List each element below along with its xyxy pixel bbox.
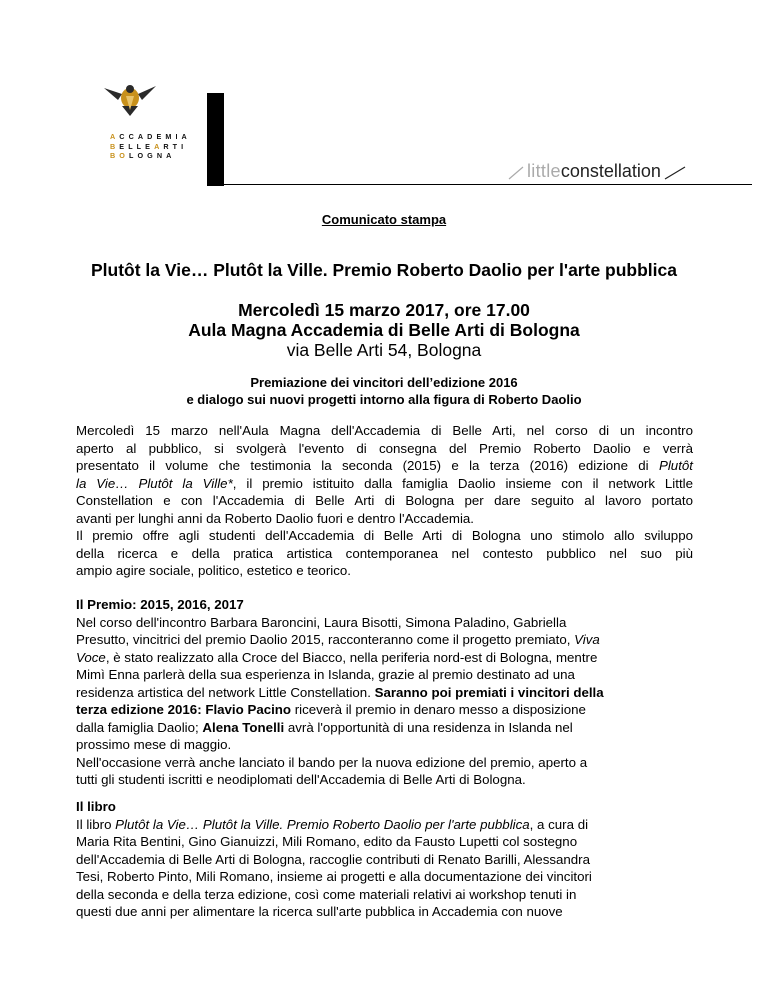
libro-line	[76, 816, 693, 834]
book-title-italic: Plutôt la Vie… Plutôt la Ville. Premio Roberto Daolio per l'arte pubblica	[115, 816, 530, 832]
premio-text: avrà l'opportunità di una residenza in Islanda nel	[284, 719, 573, 735]
premio-text: dalla famiglia Daolio;	[76, 719, 203, 735]
intro-text: , il premio istituito dalla famiglia Daolio insieme con il network Little	[232, 475, 693, 491]
project-title-italic: Voce	[76, 649, 106, 665]
intro-text: presentato il volume che testimonia la seconda (2015) e la terza (2016) edizione di	[76, 458, 659, 473]
premio-line	[76, 649, 693, 667]
intro-line: della ricerca e della pratica artistica contemporanea nel contesto pubblico nel suo più	[76, 545, 693, 561]
premio-line	[76, 631, 693, 649]
premio-text: residenza artistica del network Little Constellation.	[76, 684, 375, 700]
project-title-italic: Viva	[574, 632, 600, 647]
academy-logo-initial-a: A	[110, 132, 120, 141]
premio-line	[76, 719, 693, 737]
event-date: Mercoledì 15 marzo 2017, ore 17.00	[238, 300, 530, 320]
premio-line	[76, 684, 693, 702]
intro-line: Il premio offre agli studenti dell'Accademia di Belle Arti di Bologna uno stimolo allo sviluppo	[76, 528, 693, 543]
event-address: via Belle Arti 54, Bologna	[286, 340, 482, 360]
premio-line: Nel corso dell'incontro Barbara Baroncini, Laura Bisotti, Simona Paladino, Gabriella	[76, 614, 567, 630]
premio-line: Mimì Enna parlerà della sua esperienza in Islanda, grazie al premio destinato ad una	[76, 667, 575, 682]
libro-section	[76, 798, 693, 921]
intro-line: Mercoledì 15 marzo nell'Aula Magna dell'Accademia di Belle Arti, nel corso di un incontro	[76, 423, 693, 438]
premio-bold-text: terza edizione 2016: Flavio Pacino	[76, 702, 292, 717]
academy-logo-initial-bo: BO	[110, 151, 129, 160]
premio-bold-text: Saranno poi premiati i vincitori della	[374, 684, 604, 700]
premio-line: Nell'occasione verrà anche lanciato il bando per la nuova edizione del premio, aperto a	[76, 754, 588, 770]
premio-line: tutti gli studenti iscritti e neodiplomati dell'Accademia di Belle Arti di Bologna.	[76, 772, 526, 787]
academy-logo-text: ACCADEMIA BELLEARTI BOLOGNA	[110, 132, 191, 160]
premio-text: , è stato realizzato alla Croce del Biacco, nella periferia nord-est di Bologna, mentre	[105, 649, 598, 665]
subtitle-line-2: e dialogo sui nuovi progetti intorno alla figura di Roberto Daolio	[186, 392, 582, 407]
premio-section	[76, 596, 693, 789]
intro-line: avanti per lunghi anni da Roberto Daolio fuori e dentro l'Accademia.	[76, 510, 474, 526]
intro-line: aperto al pubblico, si svolgerà l'evento di consegna del Premio Roberto Daolio e verrà	[76, 440, 693, 456]
libro-line: Maria Rita Bentini, Gino Gianuizzi, Mili Romano, edito da Fausto Lupetti col sostegno	[76, 834, 578, 849]
slash-right-icon	[664, 162, 686, 180]
intro-line: ampio agire sociale, politico, estetico e teorico.	[76, 563, 351, 578]
little-constellation-word-2: constellation	[560, 160, 661, 181]
libro-line: Tesi, Roberto Pinto, Mili Romano, insieme ai progetti e alla documentazione dei vincitori	[76, 869, 592, 884]
libro-heading: Il libro	[76, 799, 116, 814]
academy-logo-initial-a2: A	[154, 141, 164, 151]
subtitle-line-1: Premiazione dei vincitori dell’edizione 2016	[250, 375, 518, 390]
little-constellation-word-1: little	[527, 160, 561, 181]
winner-name-bold: Alena Tonelli	[202, 719, 285, 735]
intro-line: Constellation e con l'Accademia di Belle Arti di Bologna per dare seguito al lavoro portato	[76, 493, 693, 508]
libro-line: questi due anni per alimentare la ricerca sull'arte pubblica in Accademia con nuove	[76, 904, 563, 919]
intro-paragraph	[76, 422, 693, 580]
intro-line	[76, 475, 693, 493]
book-title-italic: Plutôt	[658, 458, 693, 473]
premio-heading: Il Premio: 2015, 2016, 2017	[76, 597, 244, 612]
page-title: Plutôt la Vie… Plutôt la Ville. Premio Roberto Daolio per l'arte pubblica	[91, 260, 677, 280]
premio-line	[76, 701, 693, 719]
libro-line: della seconda e della terza edizione, così come materiali relativi ai workshop tenuti in	[76, 886, 577, 902]
slash-left-icon	[508, 162, 524, 180]
header-rule	[207, 184, 752, 185]
libro-text: Il libro	[76, 816, 116, 832]
book-title-italic: la Vie… Plutôt la Ville*	[76, 475, 233, 491]
academy-logo	[92, 80, 202, 160]
black-block-decoration	[207, 93, 224, 186]
premio-text: Presutto, vincitrici del premio Daolio 2015, racconteranno come il progetto premiato,	[76, 632, 575, 647]
little-constellation-logo	[508, 160, 686, 182]
premio-line: prossimo mese di maggio.	[76, 737, 232, 752]
libro-text: , a cura di	[529, 816, 589, 832]
academy-logo-initial-b: B	[110, 141, 120, 151]
premio-text: riceverà il premio in denaro messo a disposizione	[291, 702, 586, 717]
event-venue: Aula Magna Accademia di Belle Arti di Bologna	[188, 320, 580, 340]
libro-line: dell'Accademia di Belle Arti di Bologna, raccoglie contributi di Renato Barilli, Alessandra	[76, 851, 591, 867]
winged-figure-emblem-icon	[100, 80, 160, 118]
press-release-label: Comunicato stampa	[321, 212, 447, 227]
intro-line	[76, 457, 693, 475]
